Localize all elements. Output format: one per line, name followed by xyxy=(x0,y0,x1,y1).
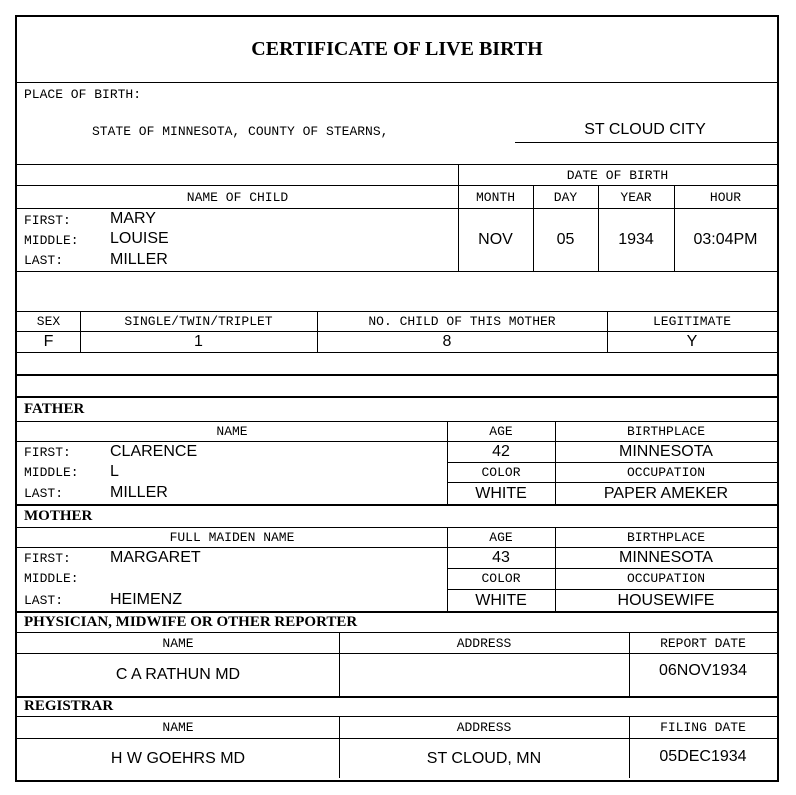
divider xyxy=(339,717,340,778)
place-of-birth-city: ST CLOUD CITY xyxy=(584,121,706,138)
city-underline xyxy=(515,142,777,143)
father-color: WHITE xyxy=(475,484,527,502)
registrar-section-label: REGISTRAR xyxy=(24,698,114,714)
divider xyxy=(555,528,556,611)
plurality-label: SINGLE/TWIN/TRIPLET xyxy=(124,314,273,329)
divider xyxy=(339,633,340,697)
father-occupation: PAPER AMEKER xyxy=(603,484,729,502)
mother-age-label: AGE xyxy=(489,530,513,545)
mother-birthplace-label: BIRTHPLACE xyxy=(626,530,705,545)
registrar-filing-date-label: FILING DATE xyxy=(660,720,746,735)
child-first-name: MARY xyxy=(110,210,156,227)
mother-color: WHITE xyxy=(475,591,527,609)
mother-first-name: MARGARET xyxy=(110,549,201,566)
father-last-label: LAST: xyxy=(24,486,64,501)
month-label: MONTH xyxy=(475,189,515,205)
mother-section-label: MOTHER xyxy=(24,508,93,524)
divider xyxy=(533,186,534,271)
physician-address xyxy=(339,654,629,696)
sex-label: SEX xyxy=(36,314,61,329)
child-number-label: NO. CHILD OF THIS MOTHER xyxy=(368,314,556,329)
divider xyxy=(458,165,459,271)
father-birthplace: MINNESOTA xyxy=(619,443,713,460)
registrar-filing-date: 05DEC1934 xyxy=(659,747,747,765)
father-middle-name: L xyxy=(110,463,119,480)
section-divider xyxy=(17,611,777,613)
place-of-birth-label: PLACE OF BIRTH: xyxy=(24,87,142,102)
child-number-value: 8 xyxy=(442,332,452,350)
section-divider xyxy=(17,374,777,376)
registrar-name-label: NAME xyxy=(162,720,194,735)
father-occupation-label: OCCUPATION xyxy=(626,465,705,480)
name-of-child-label: NAME OF CHILD xyxy=(186,189,289,205)
mother-first-label: FIRST: xyxy=(24,551,71,566)
father-name-label: NAME xyxy=(216,424,248,439)
mother-last-label: LAST: xyxy=(24,593,64,608)
father-birthplace-label: BIRTHPLACE xyxy=(626,424,705,439)
child-first-label: FIRST: xyxy=(24,213,71,228)
divider xyxy=(80,312,81,352)
divider xyxy=(447,528,448,611)
date-of-birth-label: DATE OF BIRTH xyxy=(566,168,669,183)
father-last-name: MILLER xyxy=(110,484,168,501)
mother-last-name: HEIMENZ xyxy=(110,591,182,608)
physician-section-label: PHYSICIAN, MIDWIFE OR OTHER REPORTER xyxy=(24,614,358,630)
birth-day: 05 xyxy=(556,231,575,248)
legitimate-label: LEGITIMATE xyxy=(652,314,731,329)
father-color-label: COLOR xyxy=(481,465,521,480)
physician-report-date-label: REPORT DATE xyxy=(660,635,746,651)
plurality-value: 1 xyxy=(194,332,203,350)
registrar-name: H W GOEHRS MD xyxy=(110,749,246,767)
divider xyxy=(17,352,777,353)
physician-report-date: 06NOV1934 xyxy=(658,662,748,679)
divider xyxy=(598,186,599,271)
mother-name-label: FULL MAIDEN NAME xyxy=(169,530,295,545)
birth-year: 1934 xyxy=(618,231,654,248)
section-divider xyxy=(17,696,777,698)
child-middle-name: LOUISE xyxy=(110,230,169,247)
mother-color-label: COLOR xyxy=(481,571,521,586)
mother-birthplace: MINNESOTA xyxy=(619,549,713,566)
divider xyxy=(629,633,630,697)
father-first-name: CLARENCE xyxy=(110,443,198,460)
section-divider xyxy=(17,396,777,398)
place-of-birth-state-county: STATE OF MINNESOTA, COUNTY OF STEARNS, xyxy=(92,124,389,139)
registrar-address: ST CLOUD, MN xyxy=(426,749,542,767)
birth-month: NOV xyxy=(478,231,513,248)
birth-hour: 03:04PM xyxy=(693,231,758,248)
father-age-label: AGE xyxy=(489,424,513,439)
hour-label: HOUR xyxy=(709,189,742,205)
father-age: 42 xyxy=(492,443,510,460)
day-label: DAY xyxy=(553,189,578,205)
divider xyxy=(17,271,777,272)
year-label: YEAR xyxy=(620,189,652,205)
physician-name-label: NAME xyxy=(162,635,194,651)
registrar-address-label: ADDRESS xyxy=(456,720,512,735)
child-last-name: MILLER xyxy=(110,251,168,268)
divider xyxy=(317,312,318,352)
father-section-label: FATHER xyxy=(24,401,85,417)
child-middle-label: MIDDLE: xyxy=(24,233,79,248)
divider xyxy=(447,422,448,505)
divider xyxy=(629,717,630,778)
sex-value: F xyxy=(43,332,54,350)
physician-address-label: ADDRESS xyxy=(456,635,512,651)
physician-name: C A RATHUN MD xyxy=(115,666,241,683)
divider xyxy=(555,422,556,505)
mother-occupation-label: OCCUPATION xyxy=(626,571,705,586)
father-first-label: FIRST: xyxy=(24,445,71,460)
legitimate-value: Y xyxy=(686,332,698,350)
section-divider xyxy=(17,504,777,506)
divider xyxy=(607,312,608,352)
divider xyxy=(674,186,675,271)
mother-occupation: HOUSEWIFE xyxy=(617,591,715,609)
divider xyxy=(17,82,777,83)
mother-middle-label: MIDDLE: xyxy=(24,571,79,586)
certificate-title: CERTIFICATE OF LIVE BIRTH xyxy=(251,37,543,60)
child-last-label: LAST: xyxy=(24,253,64,268)
father-middle-label: MIDDLE: xyxy=(24,465,79,480)
mother-age: 43 xyxy=(492,549,510,566)
